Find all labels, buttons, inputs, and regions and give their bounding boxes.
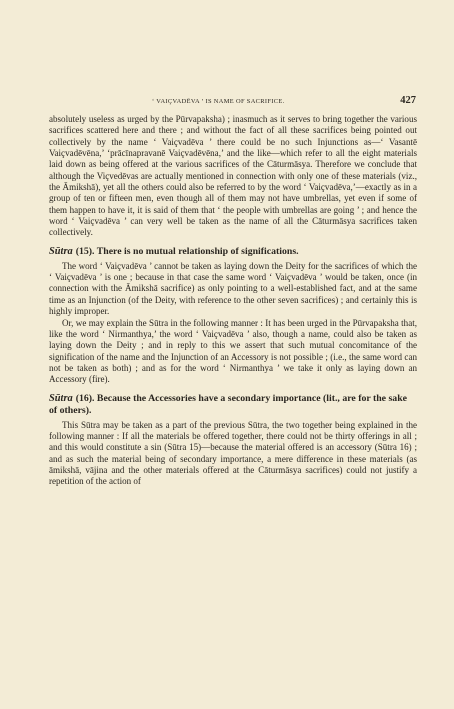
- page-header: [49, 97, 416, 109]
- body-paragraph: The word ‘ Vaiçvadēva ’ cannot be taken as laying down the Deity for the sacrifices of which the ‘ Vaiçvadēva ’ is one ; because in that case the same word ‘ Vaiçvadēva ’ would be taken, once (in connection with the Āmikshā sacrifice) as only pointing to a well-established fact, and at the same time as an Injunction (of the Deity, with reference to the other seven sacrifices) ; and certainly this is highly improper.: [49, 260, 417, 317]
- section-heading-text: (15). There is no mutual relationship of significations.: [75, 245, 299, 257]
- body-paragraph: Or, we may explain the Sūtra in the following manner : It has been urged in the Pūrvapaksha that, like the word ‘ Nirmanthya,’ the word ‘ Vaiçvadēva ’ also, though a name, could also be taken as laying down the Deity ; and in reply to this we assert that such mutual concomitance of the signification of the name and the Injunction of an Accessory is not possible ; (i.e., the same word can not be taken as both) ; and as for the word ‘ Nirmanthya ’ we take it only as laying down an Accessory (fire).: [49, 317, 417, 385]
- running-head: ‘ VAIÇVADĒVA ’ IS NAME OF SACRIFICE.: [152, 98, 285, 105]
- sutra-label: Sūtra: [49, 245, 73, 257]
- page-number: 427: [400, 95, 416, 106]
- page-body: [49, 114, 417, 488]
- body-paragraph: This Sūtra may be taken as a part of the previous Sūtra, the two together being explained in the following manner : If all the materials be offered together, there could not be thirty offerings in all ; and this would constitute a sin (Sūtra 15)—because the material offered is an accessory (Sūtra 16) ; and as such the material being of secondary importance, a mere difference in these materials (as āmikshā, vājina and the other materials offered at the Cāturmāsya sacrifices) could not justify a repetition of the action of: [49, 419, 417, 487]
- section-heading-text: (16). Because the Accessories have a secondary importance (lit., are for the sake of others).: [49, 392, 407, 416]
- section-heading-15: [49, 246, 417, 258]
- section-heading-16: [49, 393, 417, 417]
- body-paragraph-continued: absolutely useless as urged by the Pūrvapaksha) ; inasmuch as it serves to bring together the various sacrifices scattered here and there ; and without the fact of all these sacrifices being pointed out collectively by the name ‘ Vaiçvadēva ’ there could be no such Injunctions as—‘ Vasantē Vaiçvadēvēna,’ ‘prācīnapravanē Vaiçvadēvēna,’ and the like—which refer to all the eight materials laid down as being offered at the various sacrifices of the Cāturmāsya. Therefore we conclude that although the Viçvedēvas are actually mentioned in connection with only one of these materials (viz., the Āmikshā), yet all the others could also be referred to by the word ‘ Vaiçvadēva,’—exactly as in a group of ten or fifteen men, even though all of them may not have umbrellas, yet even if some of them happen to have it, it is said of them that ‘ the people with umbrellas are going ’ ; and hence the word ‘ Vaiçvadēva ’ can very well be taken as the name of all the Cāturmāsya sacrifices taken collectively.: [49, 114, 417, 238]
- sutra-label: Sūtra: [49, 392, 73, 404]
